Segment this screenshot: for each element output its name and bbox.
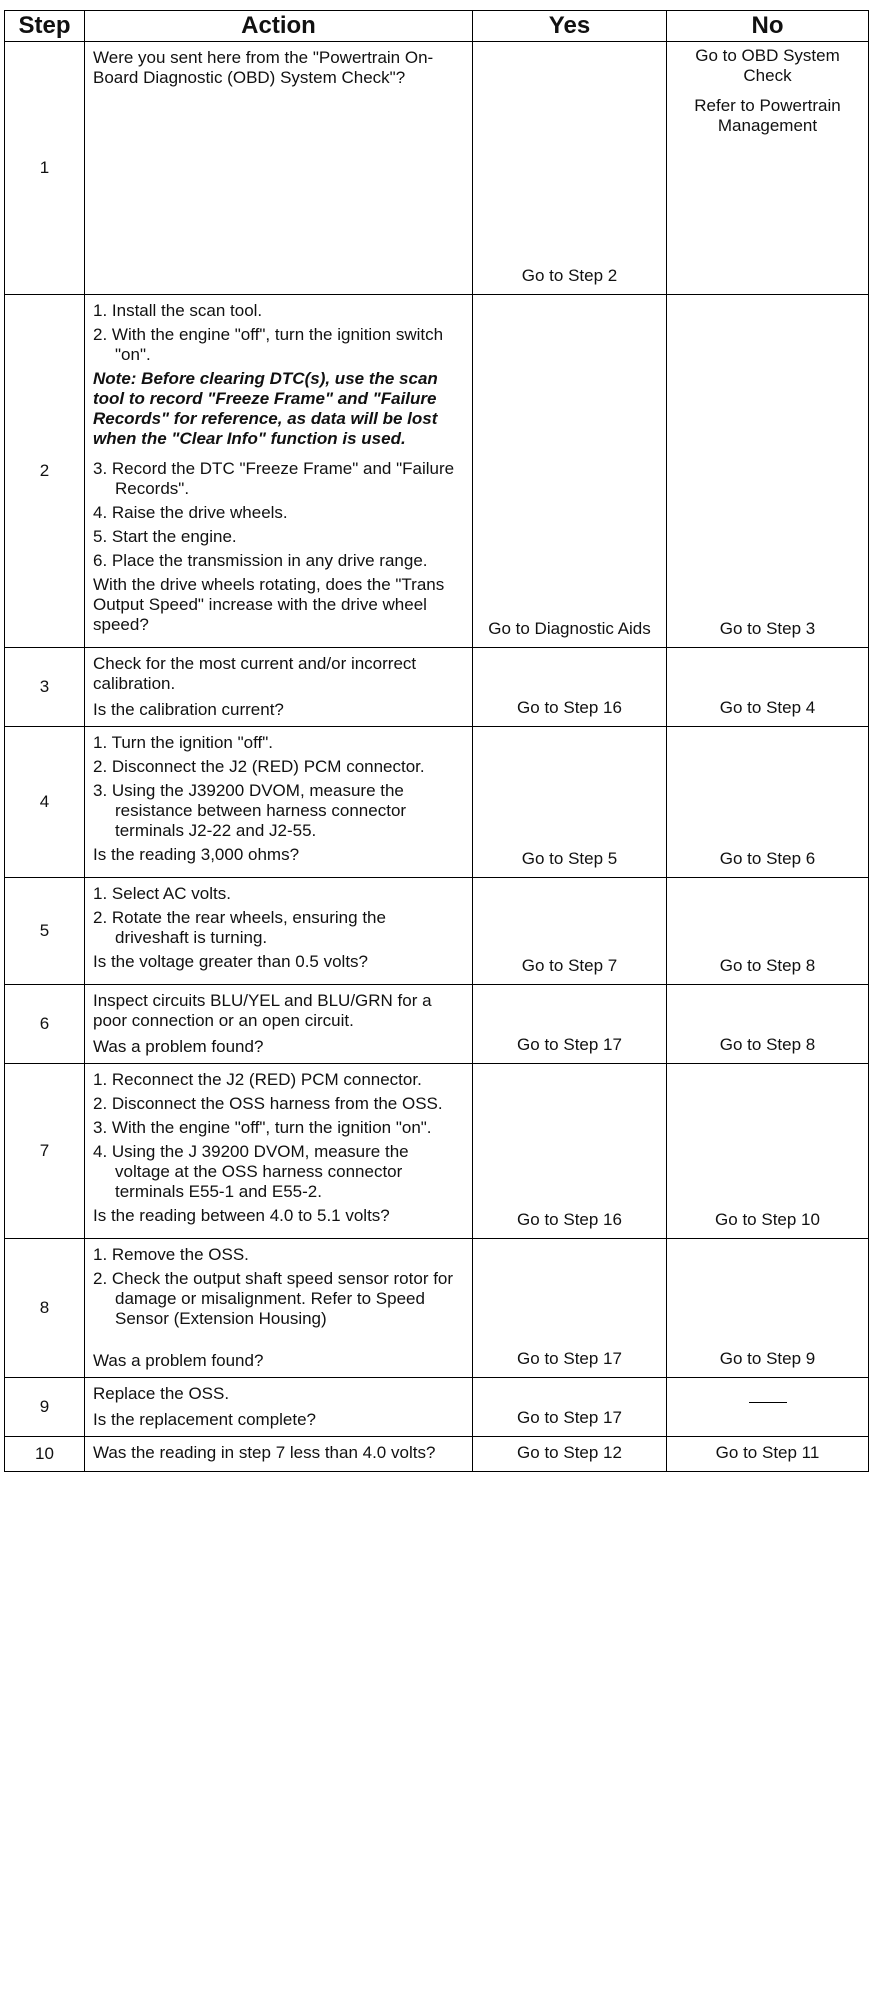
dash-mark <box>749 1402 787 1403</box>
step-number: 6 <box>5 985 85 1064</box>
action-text: Replace the OSS. <box>93 1384 230 1403</box>
question-text: Was a problem found? <box>93 1351 264 1370</box>
no-text: Refer to Powertrain Management <box>694 96 841 135</box>
no-text: Go to OBD System Check <box>695 46 840 85</box>
action-cell <box>85 295 473 648</box>
table-row <box>5 985 869 1064</box>
table-row <box>5 295 869 648</box>
table-row <box>5 878 869 985</box>
action-cell <box>85 1378 473 1437</box>
note-text: Note: Before clearing DTC(s), use the scan tool to record "Freeze Frame" and "Failure Records" for reference, as data will be lost when the "Clear Info" function is used. <box>93 369 438 448</box>
header-no: No <box>667 11 869 42</box>
no-cell: Go to Step 4 <box>667 648 869 727</box>
step-number: 4 <box>5 727 85 878</box>
table-row <box>5 1378 869 1437</box>
no-cell: Go to Step 11 <box>667 1437 869 1472</box>
question-text: Is the reading between 4.0 to 5.1 volts? <box>93 1206 390 1225</box>
yes-cell: Go to Step 16 <box>473 1064 667 1239</box>
yes-cell: Go to Step 17 <box>473 985 667 1064</box>
table-row <box>5 1064 869 1239</box>
action-text: Inspect circuits BLU/YEL and BLU/GRN for a poor connection or an open circuit. <box>93 991 432 1030</box>
no-cell: Go to Step 8 <box>667 985 869 1064</box>
list-item: 5. Start the engine. <box>93 527 237 546</box>
action-cell <box>85 648 473 727</box>
table-row <box>5 727 869 878</box>
header-row <box>5 11 869 42</box>
list-item: 2. Check the output shaft speed sensor rotor for damage or misalignment. Refer to Speed Sensor (Extension Housing) <box>93 1269 454 1328</box>
diagnostic-table <box>4 10 869 1472</box>
action-cell <box>85 727 473 878</box>
table-row <box>5 648 869 727</box>
header-action: Action <box>85 11 473 42</box>
yes-cell: Go to Step 17 <box>473 1239 667 1378</box>
list-item: 1. Reconnect the J2 (RED) PCM connector. <box>93 1070 422 1089</box>
action-cell <box>85 1437 473 1472</box>
action-cell <box>85 878 473 985</box>
list-item: 3. Record the DTC "Freeze Frame" and "Failure Records". <box>93 459 455 498</box>
step-number: 9 <box>5 1378 85 1437</box>
yes-cell: Go to Diagnostic Aids <box>473 295 667 648</box>
action-text: Was the reading in step 7 less than 4.0 volts? <box>93 1443 436 1462</box>
step-number: 8 <box>5 1239 85 1378</box>
step-number: 1 <box>5 42 85 295</box>
question-text: Is the voltage greater than 0.5 volts? <box>93 952 369 971</box>
yes-cell: Go to Step 16 <box>473 648 667 727</box>
action-cell <box>85 985 473 1064</box>
step-number: 7 <box>5 1064 85 1239</box>
yes-cell: Go to Step 2 <box>473 42 667 295</box>
table-row <box>5 1239 869 1378</box>
question-text: Was a problem found? <box>93 1037 264 1056</box>
list-item: 1. Turn the ignition "off". <box>93 733 273 752</box>
list-item: 2. Disconnect the J2 (RED) PCM connector. <box>93 757 425 776</box>
list-item: 2. Disconnect the OSS harness from the OSS. <box>93 1094 443 1113</box>
no-cell: Go to Step 10 <box>667 1064 869 1239</box>
step-number: 2 <box>5 295 85 648</box>
step-number: 10 <box>5 1437 85 1472</box>
question-text: With the drive wheels rotating, does the "Trans Output Speed" increase with the drive wheel speed? <box>93 575 445 634</box>
yes-cell: Go to Step 5 <box>473 727 667 878</box>
table-row <box>5 1437 869 1472</box>
list-item: 3. With the engine "off", turn the ignition "on". <box>93 1118 432 1137</box>
no-cell: Go to Step 3 <box>667 295 869 648</box>
list-item: 6. Place the transmission in any drive range. <box>93 551 428 570</box>
list-item: 4. Using the J 39200 DVOM, measure the voltage at the OSS harness connector terminals E55-1 and E55-2. <box>93 1142 409 1201</box>
action-cell <box>85 1239 473 1378</box>
no-cell <box>667 42 869 295</box>
yes-cell: Go to Step 7 <box>473 878 667 985</box>
action-text: Were you sent here from the "Powertrain On-Board Diagnostic (OBD) System Check"? <box>93 48 434 87</box>
question-text: Is the reading 3,000 ohms? <box>93 845 300 864</box>
action-cell <box>85 42 473 295</box>
no-cell: Go to Step 9 <box>667 1239 869 1378</box>
table-row <box>5 42 869 295</box>
step-number: 3 <box>5 648 85 727</box>
no-cell <box>667 1378 869 1437</box>
list-item: 2. With the engine "off", turn the ignition switch "on". <box>93 325 444 364</box>
list-item: 1. Install the scan tool. <box>93 301 263 320</box>
action-cell <box>85 1064 473 1239</box>
no-cell: Go to Step 6 <box>667 727 869 878</box>
list-item: 1. Remove the OSS. <box>93 1245 249 1264</box>
no-cell: Go to Step 8 <box>667 878 869 985</box>
yes-cell: Go to Step 17 <box>473 1378 667 1437</box>
action-text: Check for the most current and/or incorrect calibration. <box>93 654 417 693</box>
yes-cell: Go to Step 12 <box>473 1437 667 1472</box>
list-item: 3. Using the J39200 DVOM, measure the resistance between harness connector terminals J2-22 and J2-55. <box>93 781 407 840</box>
list-item: 1. Select AC volts. <box>93 884 231 903</box>
header-step: Step <box>5 11 85 42</box>
list-item: 4. Raise the drive wheels. <box>93 503 288 522</box>
header-yes: Yes <box>473 11 667 42</box>
question-text: Is the calibration current? <box>93 700 284 719</box>
step-number: 5 <box>5 878 85 985</box>
question-text: Is the replacement complete? <box>93 1410 317 1429</box>
list-item: 2. Rotate the rear wheels, ensuring the driveshaft is turning. <box>93 908 386 947</box>
